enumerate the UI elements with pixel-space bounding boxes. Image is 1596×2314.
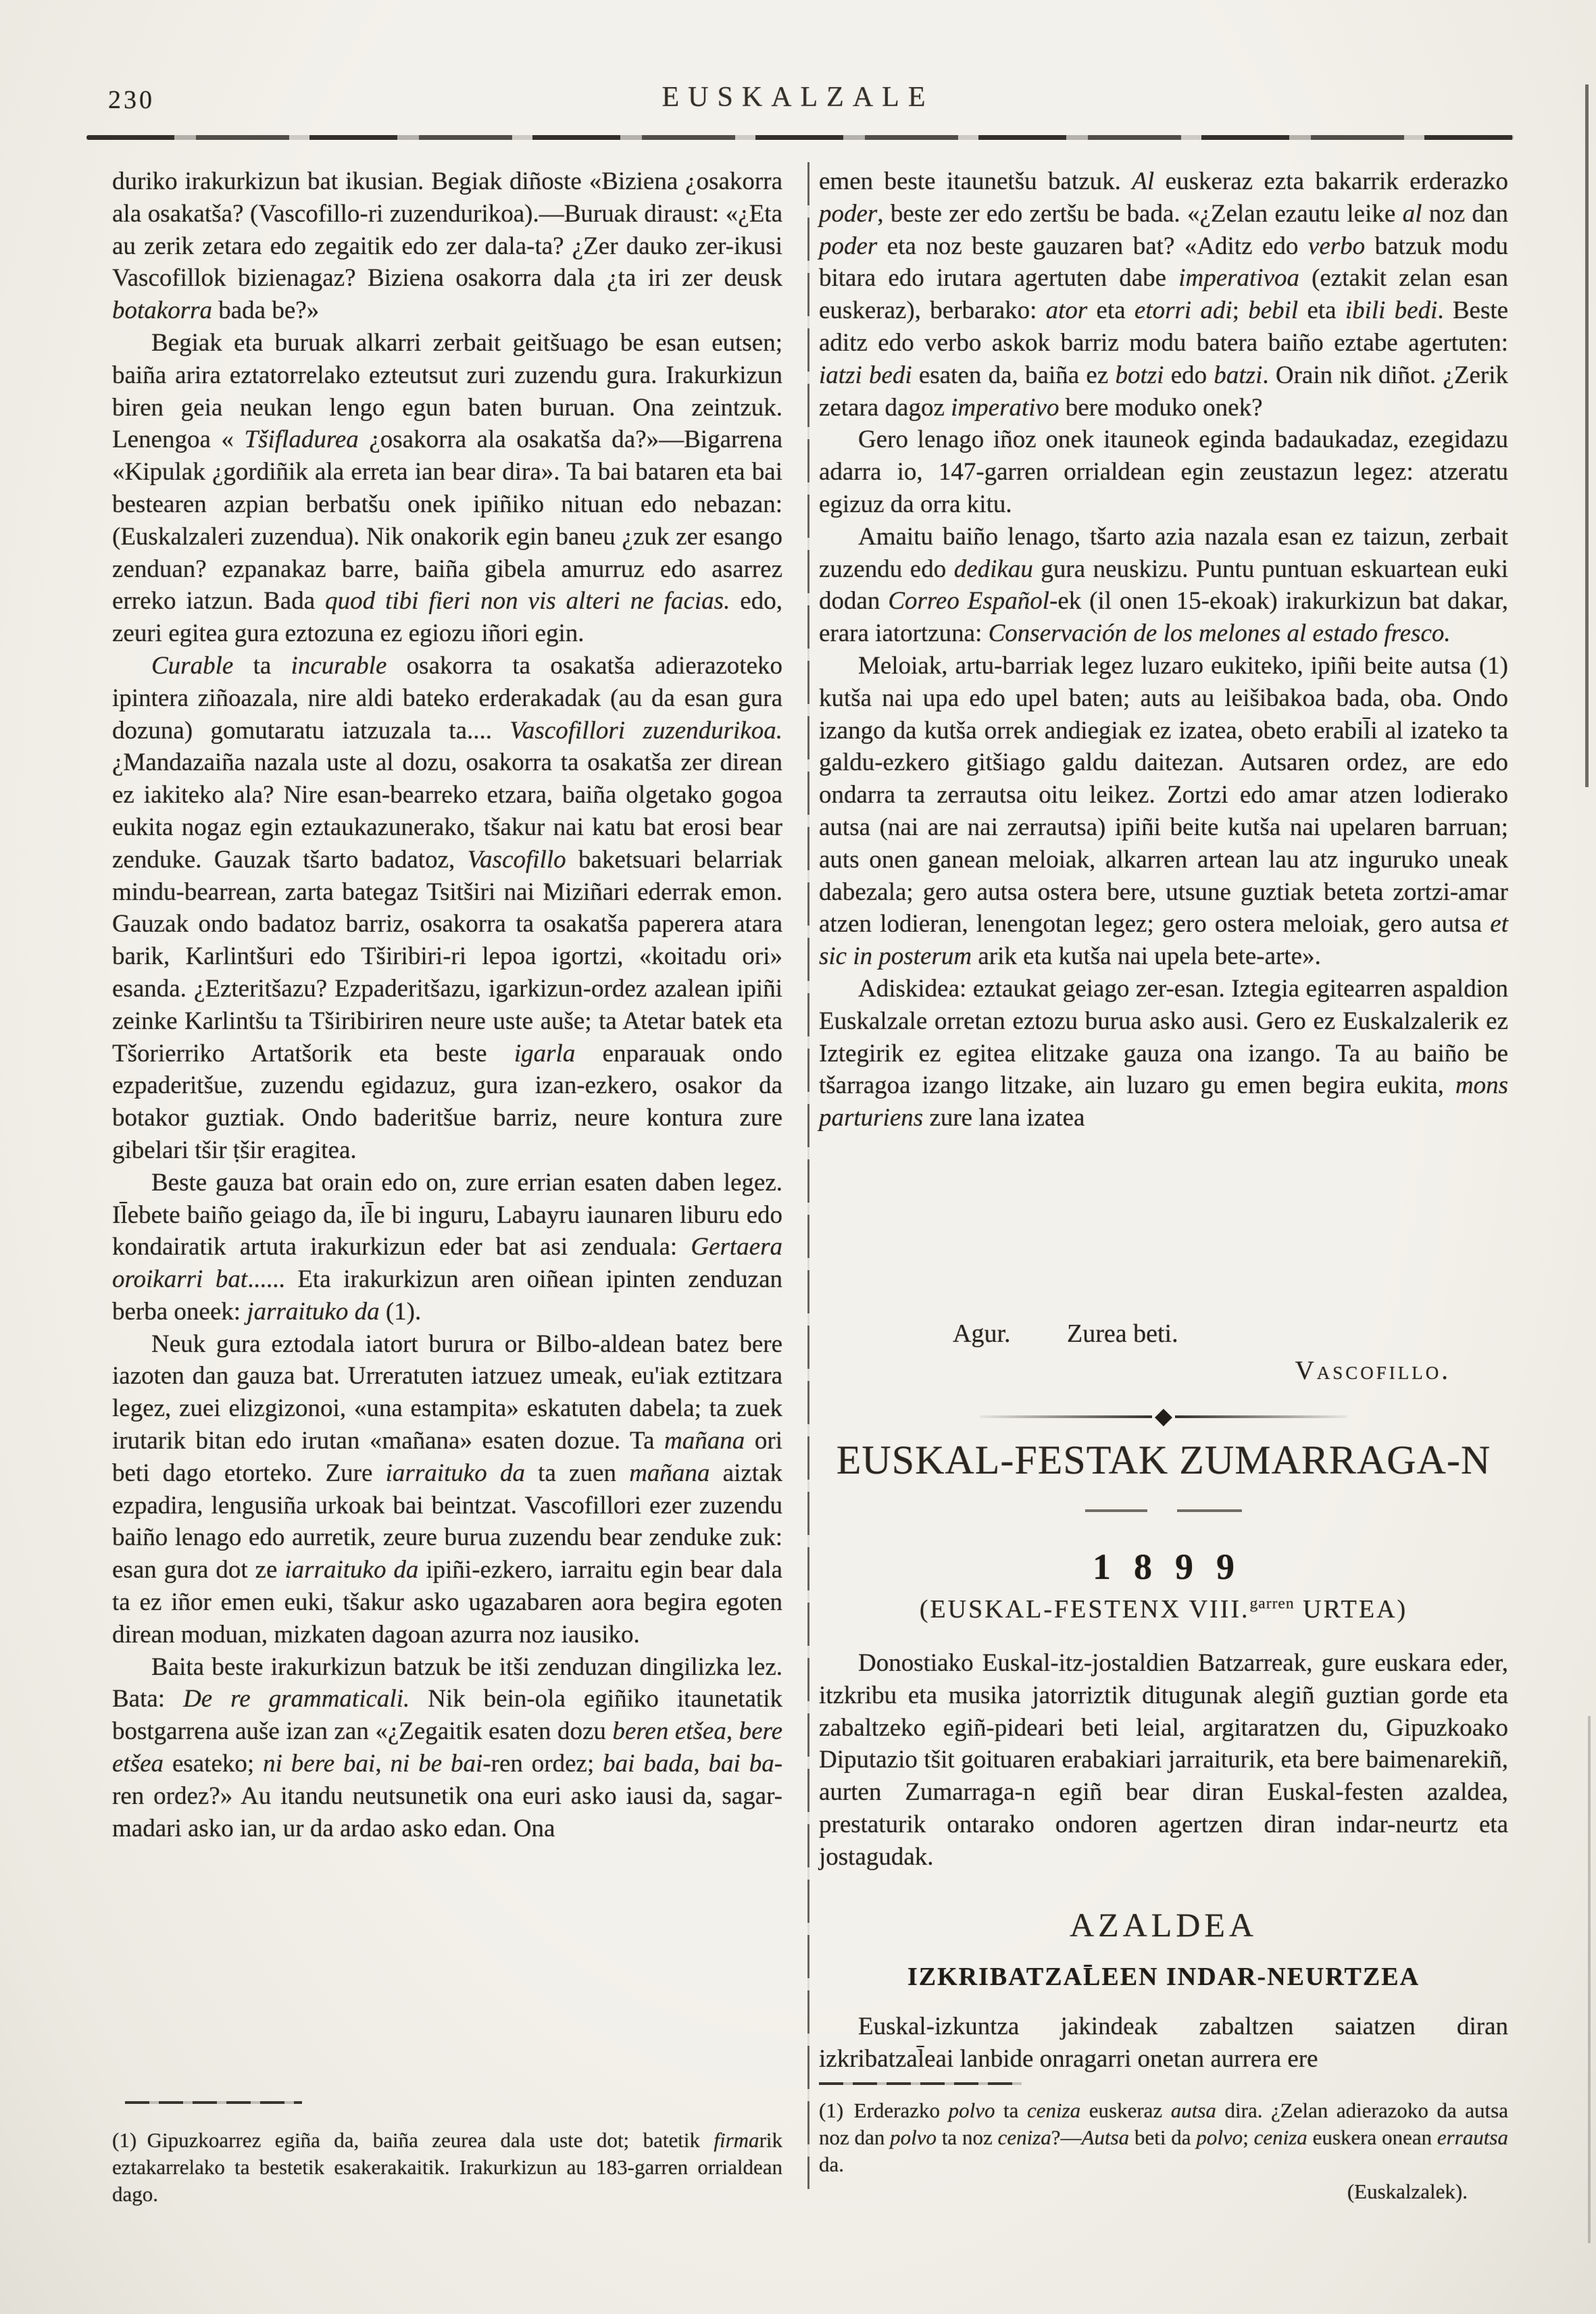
text-run: URTEA) bbox=[1294, 1595, 1408, 1624]
italic-text-run: incurable bbox=[291, 651, 387, 680]
italic-text-run: De re grammaticali. bbox=[183, 1685, 410, 1713]
footnote-text bbox=[819, 2097, 1508, 2178]
right-column-body bbox=[819, 166, 1508, 1134]
heading-underline-dashes bbox=[1085, 1509, 1242, 1512]
ornament-rule-right bbox=[1175, 1415, 1347, 1418]
italic-text-run: imperativoa bbox=[1178, 264, 1299, 293]
text-run: (1) Erderazko bbox=[819, 2098, 949, 2122]
scan-artifact-right-edge bbox=[1588, 1716, 1591, 2243]
page-number: 230 bbox=[108, 86, 155, 114]
text-run: Gero lenago iñoz onek itauneok eginda badaukadaz, ezegidazu adarra io, 147-garren orrialdean egin zeustazun legez: atzeratu egizuz da orra kitu. bbox=[819, 426, 1508, 518]
festival-section-heading: EUSKAL-FESTAK ZUMARRAGA-N bbox=[836, 1438, 1491, 1482]
right-footnote bbox=[819, 2097, 1508, 2205]
italic-text-run: iarraituko da bbox=[385, 1459, 525, 1487]
italic-text-run: jarraituko da bbox=[247, 1297, 380, 1326]
text-run: esaten da, baiña ez bbox=[912, 361, 1116, 389]
text-run: aiztak ezpadira, lengusiña urkoak bai beintzat. Vascofillori ezer zuzendu baiño lenago edo aurretik, zeure burua zuzendu bear zenduke zuk: esan gura dot ze bbox=[112, 1459, 782, 1584]
italic-text-run: bai ba bbox=[708, 1750, 774, 1778]
italic-text-run: mons parturiens bbox=[819, 1072, 1508, 1132]
closing-zurea: Zurea beti. bbox=[1067, 1319, 1178, 1348]
footnote-text bbox=[112, 2127, 782, 2208]
paragraph bbox=[819, 973, 1508, 1134]
closing-salutation-line bbox=[819, 1319, 1508, 1349]
paragraph bbox=[112, 650, 782, 1167]
text-run: Neuk gura eztodala iatort burura or Bilbo-aldean batez bere iazoten dan gauza bat. Urreratuten iatzuez umeak, eu'iak eztitzara legez, zuei elizgizonoi, «una estampita» eskatuten dabela; ta zuek irutarik bitan edo irutan «mañana» esaten dozue. Ta bbox=[112, 1330, 782, 1455]
text-run: eta bbox=[1298, 297, 1345, 325]
italic-text-run: polvo bbox=[890, 2126, 937, 2149]
text-run: . Orain nik diñot. ¿Zerik zetara dagoz bbox=[819, 361, 1508, 422]
italic-text-run: al bbox=[1402, 199, 1422, 228]
text-run: . Beste aditz edo verbo askok barriz modu batera baiño eztabe agertuten: bbox=[819, 297, 1509, 357]
paragraph bbox=[112, 327, 782, 650]
italic-text-run: bebil bbox=[1248, 297, 1299, 325]
italic-text-run: batzi bbox=[1214, 361, 1263, 389]
text-run: eta bbox=[1087, 297, 1134, 325]
column-divider-rule bbox=[807, 162, 809, 2189]
paragraph bbox=[819, 650, 1508, 973]
text-run: Meloiak, artu-barriak legez luzaro eukiteko, ipiñi beite autsa (1) kutša nai upa edo upel baten; auts au leišibakoa bada, oba. Ondo izango da kutša orrek andiegiak ez izatea, obeto erabil̄i al izateko ta galdu-ezkero gitšiago galdu daitezan. Autsaren ordez, are edo ondarra ta zerrautsa oitu leikez. Zortzi edo amar atzen lodierako autsa (nai are nai zerrautsa) ipiñi beite kutša nai upelaren barruan; auts onen ganean meloiak, alkarren artean lau atz inguruko uneak dabezala; gero autsa ostera bere, utsune guztiak beteta zortzi-amar atzen lodieran, lenengotan legez; gero ostera meloiak, gero autsa bbox=[819, 651, 1508, 938]
text-run: gura neuskizu. Puntu puntuan eskuartean euki dodan bbox=[819, 555, 1508, 615]
footnote-separator bbox=[819, 2082, 1022, 2085]
paragraph bbox=[819, 2011, 1508, 2076]
text-run: rik eztakarrelako ta bestetik esakerakaitik. Irakurkizun au 183-garren orrialdean dago. bbox=[112, 2128, 782, 2206]
italic-text-run: quod tibi fieri non vis alteri ne facias. bbox=[325, 587, 730, 615]
text-run: ¿osakorra ala osakatša da?»—Bigarrena «Kipulak ¿gordiñik ala erreta ian bear dira». Ta bai bataren eta bai bestearen azpian berbatšu onek ipiñiko nituan edo nebazan: (Euskalzaleri zuzendua). Nik onakorik egin baneu ¿zuk zer esango zenduan? ezpanakaz barre, baiña gibela amurruz edo asarrez erreko iatzun. Bada bbox=[112, 426, 782, 615]
text-run: Nik bein-ola egiñiko itaunetatik bostgarrena auše izan zan «¿Zegaitik esaten dozu bbox=[112, 1685, 782, 1746]
section-divider-ornament bbox=[819, 1405, 1508, 1428]
italic-text-run: Autsa bbox=[1081, 2126, 1130, 2149]
year-heading: 1899 bbox=[1093, 1546, 1257, 1587]
italic-text-run: botzi bbox=[1115, 361, 1164, 389]
italic-text-run: Vascofillori zuzendurikoa. bbox=[509, 716, 782, 745]
diamond-ornament-icon: ◆ bbox=[1154, 1404, 1173, 1429]
italic-text-run: ceniza bbox=[997, 2126, 1051, 2149]
paragraph bbox=[112, 1167, 782, 1328]
italic-text-run: poder bbox=[819, 199, 878, 228]
text-run: bada be?» bbox=[212, 297, 320, 325]
text-run: beti da bbox=[1129, 2126, 1197, 2149]
italic-text-run: ni be bai bbox=[390, 1750, 483, 1778]
italic-text-run: ni bere bai bbox=[263, 1750, 376, 1778]
text-run: edo, zeuri egitea gura eztozuna ez egiozu iñori egin. bbox=[112, 587, 782, 648]
italic-text-run: etorri adi bbox=[1134, 297, 1232, 325]
text-run: emen beste itaunetšu batzuk. bbox=[819, 168, 1132, 195]
text-run: osakorra ta osakatša adierazoteko ipintera ziñoazala, nire aldi bateko erderakadak (au da esan gura dozuna) gomutaratu iatzuzala ta.... bbox=[112, 651, 782, 745]
text-run: Begiak eta buruak alkarri zerbait geitšuago be esan eutsen; baiña arira eztatorrelako ezteutsut zuri zuzendu gura. Irakurkizun biren geia neukan lengo egun baten buruan. Ona zeintzuk. Lenengoa « bbox=[112, 328, 782, 454]
text-run: euskera onean bbox=[1307, 2126, 1437, 2149]
edition-subtitle bbox=[819, 1594, 1508, 1624]
italic-text-run: Tšifladurea bbox=[244, 426, 359, 454]
italic-text-run: errautsa bbox=[1437, 2126, 1508, 2149]
italic-text-run: igarla bbox=[514, 1039, 576, 1067]
paragraph bbox=[112, 1651, 782, 1845]
italic-text-run: iarraituko da bbox=[284, 1556, 419, 1584]
text-run: -ren ordez; bbox=[482, 1750, 603, 1778]
italic-text-run: Vascofillo bbox=[467, 845, 566, 874]
italic-text-run: autsa bbox=[1170, 2098, 1216, 2122]
closing-agur: Agur. bbox=[953, 1319, 1011, 1348]
text-run: ori beti dago etorteko. Zure bbox=[112, 1427, 782, 1487]
italic-text-run: iatzi bedi bbox=[819, 361, 912, 389]
text-run: ta noz bbox=[937, 2126, 998, 2149]
text-run: enparauak ondo ezpaderitšue, zuzendu egidazuz, gura izan-ezkero, osakor da botakor guztiak. Ondo baderitšue barriz, neure kontura zure gibelari tšir ṭšir eragitea. bbox=[112, 1039, 783, 1164]
text-run: ...... Eta irakurkizun aren oiñean ipinten zenduzan berba oneek: bbox=[112, 1265, 782, 1326]
text-run: arik eta kutša nai upela bete-arte». bbox=[972, 942, 1321, 971]
text-run: duriko irakurkizun bat ikusian. Begiak diñoste «Biziena ¿osakorra ala osakatša? (Vascofillo-ri zuzendurikoa).—Buruak diraust: «¿Eta au zerik zetara edo zegaitik edo zer dala-ta? ¿Zer dauko zer-ikusi Vascofillok bizienagaz? Biziena osakorra dala ¿ta iri zer deusk bbox=[112, 168, 782, 293]
text-run: Baita beste irakurkizun batzuk be itši zenduzan dingilizka lez. Bata: bbox=[112, 1653, 782, 1713]
italic-text-run: polvo bbox=[1196, 2126, 1243, 2149]
text-run: (eztakit zelan esan euskeraz), berbarako: bbox=[819, 264, 1509, 325]
text-run: Adiskidea: eztaukat geiago zer-esan. Iztegia egitearren aspaldion Euskalzale orretan eztozu burua asko ausi. Gero ez Euskalzalerik ez Iztegirik ez egitea elitzake gauza ona izango. Ta au baiño be tšarragoa izango litzake, ain luzaro gu emen begira eukita, bbox=[819, 974, 1508, 1100]
footnote-separator bbox=[125, 2101, 302, 2104]
azaldea-heading: AZALDEA bbox=[1069, 1906, 1258, 1944]
text-run: (1) Gipuzkoarrez egiña da, baiña zeurea dala uste dot; batetik bbox=[112, 2128, 714, 2152]
text-run: Donostiako Euskal-itz-jostaldien Batzarreak, gure euskara eder, itzkribu eta musika jatorriztik ditugunak alegiñ guztian gorde eta zabaltzeko egiñ-pideari beti leial, argitaratzen du, Gipuzkoako Diputazio tšit goituaren erabakiari jarraiturik, eta bere baimenarekiñ, aurten Zumarraga-n egiñ bear diran Euskal-festen azaldea, prestaturik ontarako ondoren agertzen diran indar-neurtz eta jostagudak. bbox=[819, 1649, 1508, 1871]
text-run: , bbox=[375, 1750, 391, 1778]
journal-title: EUSKALZALE bbox=[662, 82, 934, 113]
left-footnote bbox=[112, 2127, 782, 2208]
italic-text-run: ibili bedi bbox=[1345, 297, 1438, 325]
text-run: -ek (il onen 15-ekoak) irakurkizun bat dakar, erara iatortzuna: bbox=[819, 587, 1508, 648]
italic-text-run: verbo bbox=[1307, 232, 1366, 260]
text-run: Beste gauza bat orain edo on, zure errian esaten daben legez. Il̄ebete baiño geiago da, il̄e bi inguru, Labayru iaunaren liburu edo kondairatik artuta irakurkizun eder bat asi zenduala: bbox=[112, 1168, 782, 1261]
text-run: dira. ¿Zelan adierazoko da autsa noz dan bbox=[819, 2098, 1508, 2149]
text-run: ; bbox=[1232, 297, 1249, 325]
italic-text-run: Gertaera oroikarri bat bbox=[112, 1233, 782, 1294]
italic-text-run: et sic in posterum bbox=[819, 910, 1508, 971]
paragraph bbox=[819, 424, 1508, 520]
italic-text-run: ceniza bbox=[1253, 2126, 1307, 2149]
left-column bbox=[112, 166, 782, 1844]
italic-text-run: Curable bbox=[151, 651, 234, 680]
italic-text-run: ator bbox=[1045, 297, 1088, 325]
text-run: , beste zer edo zertšu be bada. «¿Zelan ezautu leike bbox=[877, 199, 1403, 228]
paragraph bbox=[819, 521, 1508, 650]
text-run: eta noz beste gauzaren bat? «Aditz edo bbox=[877, 232, 1308, 260]
italic-text-run: mañana bbox=[664, 1427, 745, 1455]
text-run: ta bbox=[995, 2098, 1027, 2122]
header-rule bbox=[86, 135, 1514, 140]
contest-paragraph-block bbox=[819, 2011, 1508, 2076]
paragraph bbox=[112, 166, 782, 327]
signature-vascofillo: Vascofillo. bbox=[1295, 1356, 1451, 1385]
italic-text-run: ceniza bbox=[1026, 2098, 1081, 2122]
text-run: da. bbox=[819, 2153, 845, 2176]
text-run: esateko; bbox=[164, 1750, 264, 1778]
text-run: -ren ordez?» Au itandu neutsunetik ona euri asko iausi da, sagar-madari asko ian, ur da ardao asko edan. Ona bbox=[112, 1750, 783, 1842]
italic-text-run: mañana bbox=[629, 1459, 710, 1487]
text-run: edo bbox=[1164, 361, 1214, 389]
italic-text-run: bai bada bbox=[603, 1750, 694, 1778]
italic-text-run: Conservación de los melones al estado fresco. bbox=[988, 620, 1451, 648]
italic-text-run: polvo bbox=[948, 2098, 995, 2122]
italic-text-run: imperativo bbox=[951, 393, 1059, 422]
text-run: (EUSKAL-FESTENX VIII. bbox=[919, 1595, 1250, 1624]
text-run: baketsuari belarriak mindu-bearrean, zarta bategaz Tsitširi nai Miziñari ederrak emon. Gauzak ondo badatoz barriz, osakorra ta osakatša paperera atara barik, Karlintšuri edo Tširibiri-ri lepoa igortzi, «koitadu ori» esanda. ¿Ezteritšazu? Ezpaderitšazu, igarkizun-ordez azalean ipiñi zeinke Karlintšu ta Tširibiriren neure uste auše; ta Atetar batek eta Tšorierriko Artatšorik eta beste bbox=[112, 845, 782, 1067]
writers-contest-subheading: IZKRIBATZAL̄EEN INDAR-NEURTZEA bbox=[907, 1963, 1420, 1991]
ornament-rule-left bbox=[980, 1415, 1152, 1418]
text-run: bere moduko onek? bbox=[1059, 393, 1263, 422]
text-run: ta bbox=[233, 651, 291, 680]
text-run: Euskal-izkuntza jakindeak zabaltzen saiatzen diran izkribatzal̄eai lanbide onragarri onetan aurrera ere bbox=[819, 2013, 1508, 2073]
italic-text-run: dedikau bbox=[953, 555, 1033, 583]
text-run: , bbox=[693, 1750, 709, 1778]
italic-text-run: bere etšea bbox=[112, 1717, 782, 1778]
italic-text-run: Correo Español bbox=[888, 587, 1049, 615]
italic-text-run: botakorra bbox=[112, 297, 212, 325]
text-run: zure lana izatea bbox=[923, 1104, 1085, 1132]
paragraph bbox=[819, 1647, 1508, 1873]
text-run: Amaitu baiño lenago, tšarto azia nazala esan ez taizun, zerbait zuzendu edo bbox=[819, 522, 1508, 583]
text-run: , bbox=[726, 1717, 739, 1746]
text-run: noz dan bbox=[1422, 199, 1508, 228]
scan-artifact-right-edge bbox=[1585, 84, 1589, 787]
italic-text-run: firma bbox=[714, 2128, 759, 2152]
paragraph bbox=[112, 1328, 782, 1651]
text-run: euskeraz ezta bakarrik erderazko bbox=[1154, 168, 1508, 195]
italic-text-run: Al bbox=[1132, 168, 1155, 195]
italic-text-run: poder bbox=[819, 232, 878, 260]
text-run: euskeraz bbox=[1080, 2098, 1171, 2122]
footnote-signature: (Euskalzalek). bbox=[1347, 2180, 1468, 2203]
text-run: ta zuen bbox=[524, 1459, 630, 1487]
festival-intro-paragraph-block bbox=[819, 1647, 1508, 1873]
paragraph bbox=[819, 166, 1508, 424]
text-run: ¿Mandazaiña nazala uste al dozu, osakorra ta osakatša zer direan ez iakiteko ala? Nire esan-bearreko etzara, baiña olgetako gogoa eukita nogaz egin eztaukazunerako, tšakur nai katu bat erosi bear zenduke. Gauzak tšarto badatoz, bbox=[112, 749, 782, 874]
text-run: ipiñi-ezkero, iarraitu egin bear dala ta ez iñor emen euki, tšakur asko ugazabaren aora begira egoten direan moduan, mizkaten dagoan azurra noz iausiko. bbox=[112, 1556, 782, 1649]
text-run: (1). bbox=[379, 1297, 422, 1326]
superscript-text-run: garren bbox=[1249, 1594, 1295, 1613]
italic-text-run: beren etšea bbox=[612, 1717, 726, 1746]
text-run: batzuk modu bitara edo irutara agertuten dabe bbox=[819, 232, 1508, 293]
text-run: ; bbox=[1243, 2126, 1254, 2149]
text-run: ?— bbox=[1051, 2126, 1082, 2149]
